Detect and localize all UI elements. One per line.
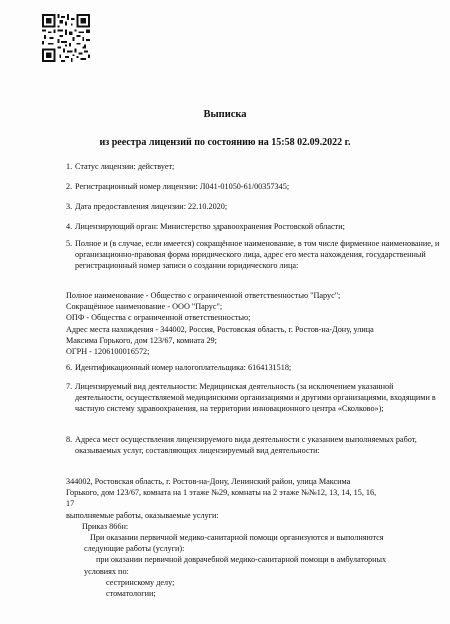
org-short-name: Сокращённое наименование - ООО "Парус"; [66, 302, 223, 312]
item-text: Лицензируемый вид деятельности: Медицинская деятельность (за исключением указанной деятельности, осуществляемой медицинскими организациями и другими организациями, входящими в частную систему здравоохранения, на территории инновационного центра «Сколково»); [75, 382, 436, 414]
item-text: Лицензирующий орган: Министерство здравоохранения Ростовской области; [75, 222, 345, 231]
org-address-cont: Максима Горького, дом 123/67, комната 29; [66, 335, 217, 345]
list-item [66, 238, 441, 272]
item-number: 3. [66, 202, 73, 211]
org-legal-form: ОПФ - Общества с ограниченной ответственностью; [66, 313, 251, 323]
item-number: 4. [66, 222, 73, 231]
item-number: 1. [66, 162, 73, 171]
service-text: При оказании первичной медико-санитарной помощи организуются и выполняются [90, 533, 384, 543]
service-text: при оказании первичной доврачебной медико-санитарной помощи в амбулаторных [96, 555, 387, 565]
document-subtitle: из реестра лицензий по состоянию на 15:58 02.09.2022 г. [99, 137, 351, 148]
list-item [66, 181, 441, 192]
org-full-name: Полное наименование - Общество с ограниченной ответственностью "Парус"; [66, 291, 341, 300]
address-line: 344002, Ростовская область, г. Ростов-на-Дону, Ленинский район, улица Максима [66, 477, 351, 486]
address-line: 17 [66, 499, 75, 509]
service-text: следующие работы (услуги): [84, 544, 185, 554]
services-heading: выполняемые работы, оказываемые услуги: [66, 510, 219, 520]
item-number: 5. [66, 239, 73, 248]
list-item [66, 201, 441, 212]
service-item: сестринскому делу; [106, 577, 175, 587]
document-title: Выписка [203, 109, 247, 120]
order-reference: Приказ 866н: [82, 521, 129, 531]
service-text: условиях по: [84, 566, 129, 576]
item-number: 6. [66, 363, 73, 372]
service-item: стоматологии; [106, 589, 156, 599]
item-number: 2. [66, 182, 73, 191]
qr-code [42, 14, 90, 62]
item-text: Статус лицензии: действует; [75, 162, 175, 171]
item-text: Идентификационный номер налогоплательщика: 6164131518; [75, 363, 292, 372]
list-item [66, 362, 441, 373]
list-item [66, 221, 441, 232]
org-address: Адрес места нахождения - 344002, Россия, Ростовская область, г. Ростов-на-Дону, улица [66, 324, 374, 334]
activity-address-block [66, 476, 441, 599]
list-item [66, 434, 441, 456]
item-text: Регистрационный номер лицензии: Л041-01050-61/00357345; [75, 182, 290, 191]
list-item [66, 381, 441, 415]
item-number: 7. [66, 382, 73, 391]
item-number: 8. [66, 435, 73, 444]
list-item [66, 161, 441, 172]
item-text: Адреса мест осуществления лицензируемого вида деятельности с указанием выполняемых работ, оказываемых услуг, составляющих лицензируемый вид деятельности: [75, 435, 417, 456]
address-line: Горького, дом 123/67, комната на 1 этаже №29, комнаты на 2 этаже №№12, 13, 14, 15, 16, [66, 488, 377, 498]
item-text: Полное и (в случае, если имеется) сокращённое наименование, в том числе фирменное наименование, и организационно-правовая форма юридического лица, адрес его места нахождения, государственный регистрационный номер записи о создании юридического лица: [75, 239, 440, 271]
organization-details [66, 290, 441, 357]
item-text: Дата предоставления лицензии: 22.10.2020; [75, 202, 228, 211]
org-ogrn: ОГРН - 1206100016572; [66, 347, 150, 357]
